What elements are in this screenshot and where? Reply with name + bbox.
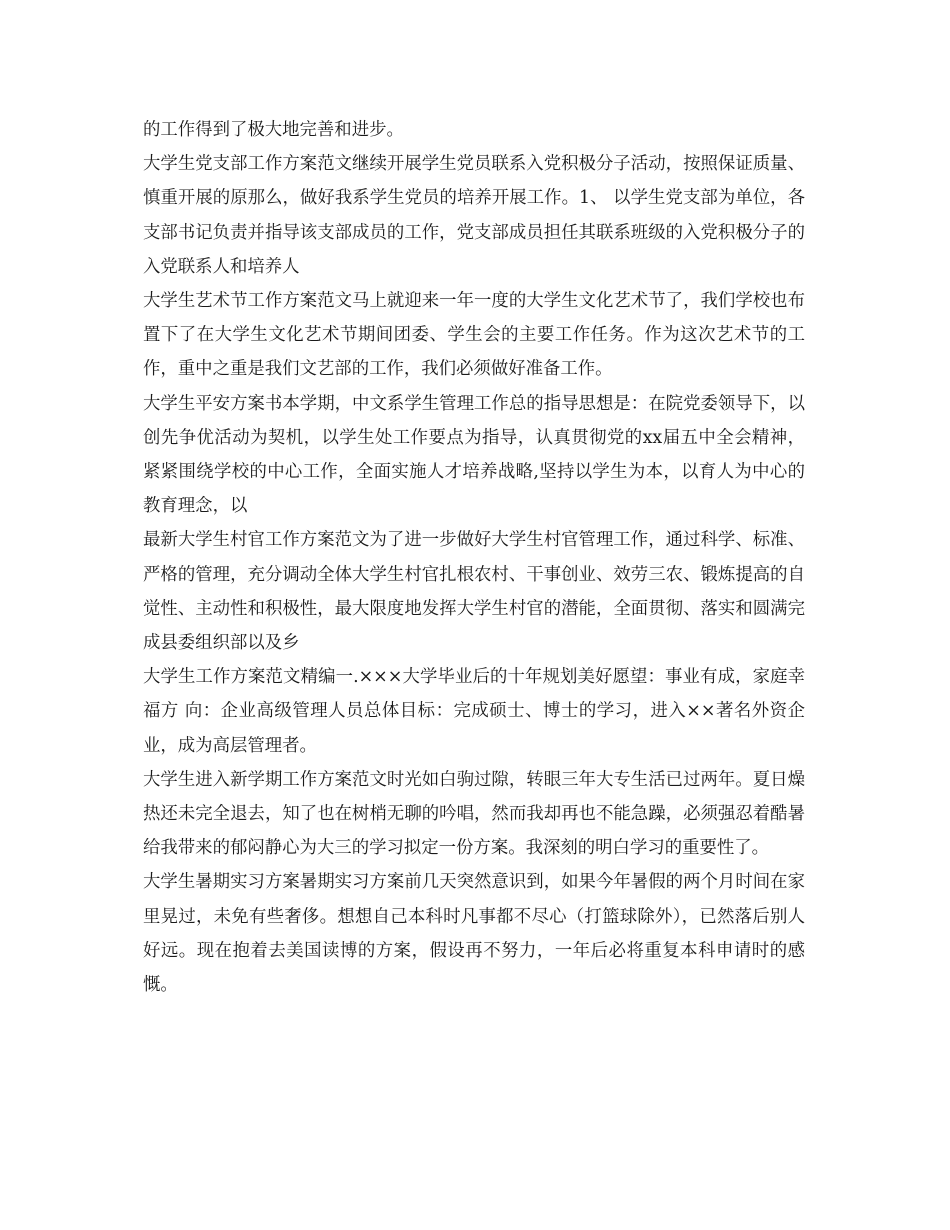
paragraph: 最新大学生村官工作方案范文为了进一步做好大学生村官管理工作，通过科学、标准、严格的管理，充分调动全体大学生村官扎根农村、干事创业、效劳三农、锻炼提高的自觉性、主动性和积极性，最大限度地发挥大学生村官的潜能，全面贯彻、落实和圆满完成县委组织部以及乡 [143, 530, 805, 654]
paragraph: 大学生艺术节工作方案范文马上就迎来一年一度的大学生文化艺术节了，我们学校也布置下了在大学生文化艺术节期间团委、学生会的主要工作任务。作为这次艺术节的工作，重中之重是我们文艺部的工作，我们必须做好准备工作。 [143, 291, 805, 380]
paragraph: 大学生暑期实习方案暑期实习方案前几天突然意识到，如果今年暑假的两个月时间在家里晃过，未免有些奢侈。想想自己本科时凡事都不尽心（打篮球除外），已然落后别人好远。现在抱着去美国读博的方案，假设再不努力，一年后必将重复本科申请时的感慨。 [143, 872, 805, 996]
document-body [143, 113, 805, 1002]
paragraph: 大学生工作方案范文精编一.×××大学毕业后的十年规划美好愿望：事业有成，家庭幸福方 向：企业高级管理人员总体目标：完成硕士、博士的学习，进入××著名外资企业，成为高层管理者。 [143, 667, 805, 756]
paragraph: 大学生党支部工作方案范文继续开展学生党员联系入党积极分子活动，按照保证质量、慎重开展的原那么，做好我系学生党员的培养开展工作。1、 以学生党支部为单位，各支部书记负责并指导该支部成员的工作，党支部成员担任其联系班级的入党积极分子的入党联系人和培养人 [143, 154, 805, 277]
paragraph: 大学生进入新学期工作方案范文时光如白驹过隙，转眼三年大专生活已过两年。夏日燥热还未完全退去，知了也在树梢无聊的吟唱，然而我却再也不能急躁，必须强忍着酷暑给我带来的郁闷静心为大三的学习拟定一份方案。我深刻的明白学习的重要性了。 [143, 769, 805, 859]
paragraph: 的工作得到了极大地完善和进步。 [143, 120, 404, 140]
paragraph: 大学生平安方案书本学期，中文系学生管理工作总的指导思想是：在院党委领导下，以创先争优活动为契机，以学生处工作要点为指导，认真贯彻党的xx届五中全会精神，紧紧围绕学校的中心工作，全面实施人才培养战略,坚持以学生为本，以育人为中心的教育理念，以 [143, 393, 805, 517]
